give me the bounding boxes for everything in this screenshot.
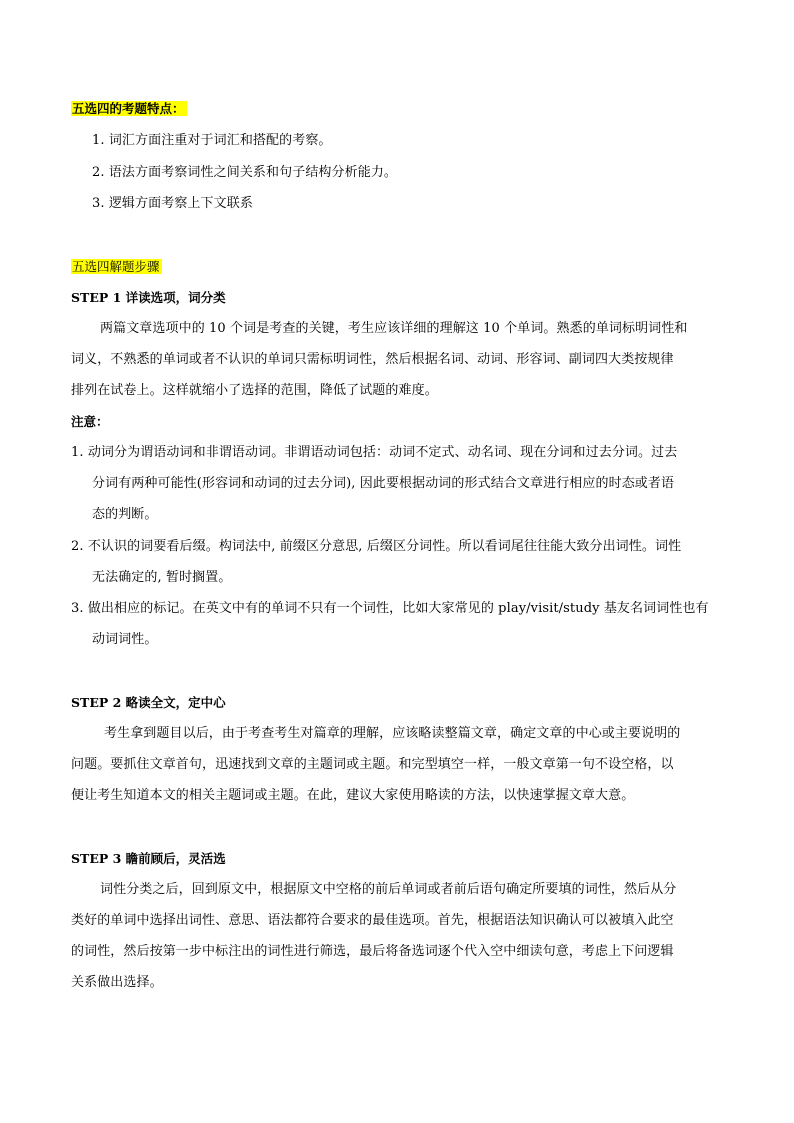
- step2-para-line-3: 便让考生知道本文的相关主题词或主题。在此，建议大家使用略读的方法，以快速掌握文章大意。: [71, 788, 635, 803]
- step3-para-line-3: 的词性，然后按第一步中标注出的词性进行筛选，最后将备选词逐个代入空中细读句意，考虑上下问逻辑: [71, 944, 674, 959]
- step1-para-line-1: 两篇文章选项中的 10 个词是考查的关键，考生应该详细的理解这 10 个单词。熟悉的单词标明词性和: [100, 321, 688, 336]
- step1-title: STEP 1 详读选项，词分类: [71, 290, 226, 305]
- note-3-line-2: 动词词性。: [92, 632, 158, 647]
- feature-item-3: 3. 逻辑方面考察上下文联系: [92, 196, 253, 211]
- note-2-line-1: 2. 不认识的词要看后缀。构词法中, 前缀区分意思, 后缀区分词性。所以看词尾往往能大致分出词性。词性: [71, 539, 682, 554]
- step3-para-line-1: 词性分类之后，回到原文中，根据原文中空格的前后单词或者前后语句确定所要填的词性，然后从分: [100, 882, 677, 897]
- step2-para-line-1: 考生拿到题目以后，由于考查考生对篇章的理解，应该略读整篇文章，确定文章的中心或主要说明的: [104, 726, 681, 741]
- step2-title: STEP 2 略读全文，定中心: [71, 695, 226, 710]
- note-1-line-3: 态的判断。: [92, 507, 158, 522]
- note-label: 注意：: [71, 414, 109, 429]
- step3-title: STEP 3 瞻前顾后，灵活选: [71, 851, 226, 866]
- note-2-line-2: 无法确定的, 暂时搁置。: [92, 570, 232, 585]
- feature-item-1: 1. 词汇方面注重对于词汇和搭配的考察。: [92, 133, 332, 148]
- step1-para-line-3: 排列在试卷上。这样就缩小了选择的范围，降低了试题的难度。: [71, 383, 438, 398]
- feature-item-2: 2. 语法方面考察词性之间关系和句子结构分析能力。: [92, 165, 398, 180]
- section-heading-steps: [71, 257, 162, 278]
- note-1-line-2: 分词有两种可能性(形容词和动词的过去分词), 因此要根据动词的形式结合文章进行相应的时态或者语: [92, 476, 675, 491]
- highlighted-heading: 五选四解题步骤: [72, 259, 160, 274]
- section-heading-features: [71, 99, 187, 120]
- highlighted-heading: 五选四的考题特点：: [72, 101, 185, 116]
- note-1-line-1: 1. 动词分为谓语动词和非谓语动词。非谓语动词包括：动词不定式、动名词、现在分词和过去分词。过去: [71, 445, 678, 460]
- step3-para-line-4: 关系做出选择。: [71, 975, 163, 990]
- step3-para-line-2: 类好的单词中选择出词性、意思、语法都符合要求的最佳选项。首先，根据语法知识确认可以被填入此空: [71, 913, 674, 928]
- step2-para-line-2: 问题。要抓住文章首句，迅速找到文章的主题词或主题。和完型填空一样，一般文章第一句不设空格，以: [71, 757, 674, 772]
- note-3-line-1: 3. 做出相应的标记。在英文中有的单词不只有一个词性，比如大家常见的 play/visit/study 基友名词词性也有: [71, 601, 709, 616]
- step1-para-line-2: 词义，不熟悉的单词或者不认识的单词只需标明词性，然后根据名词、动词、形容词、副词四大类按规律: [71, 352, 674, 367]
